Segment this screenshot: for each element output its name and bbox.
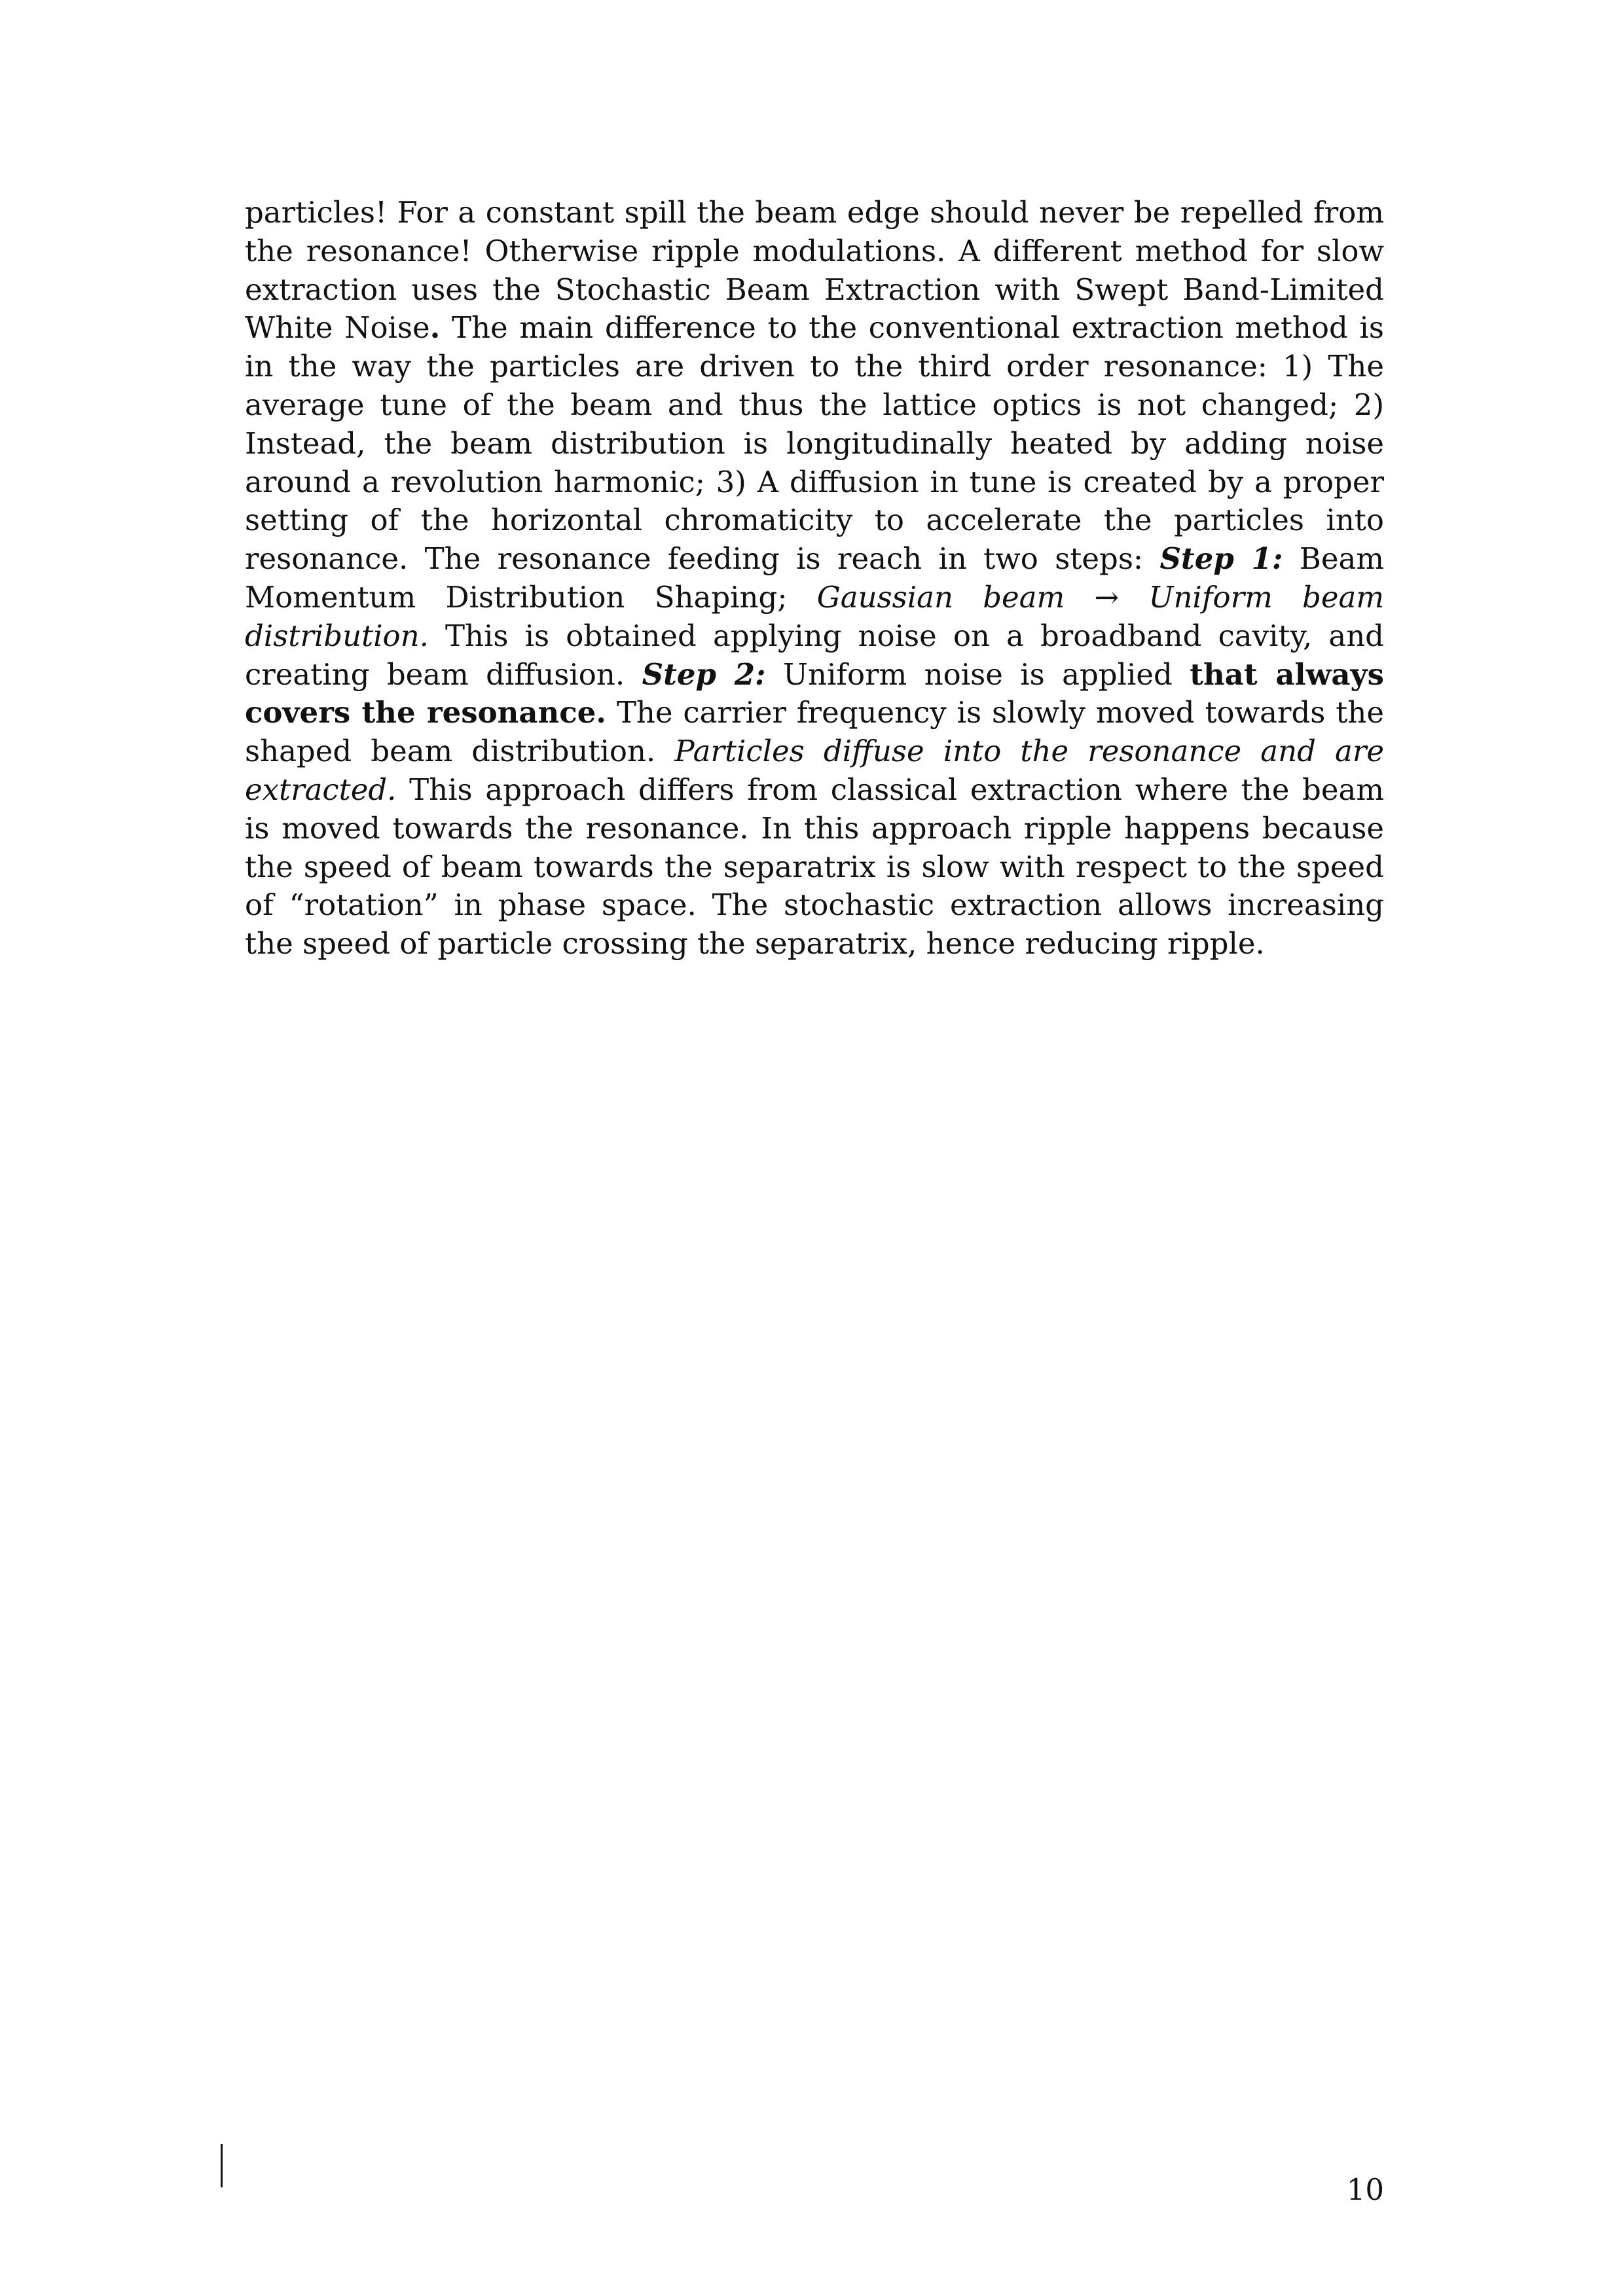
text-run: The carrier frequency is slowly moved towards the shaped beam distribution. xyxy=(245,695,1384,769)
page-number: 10 xyxy=(1346,2172,1384,2207)
text-run: Beam Momentum Distribution Shaping; xyxy=(245,541,1384,615)
text-run: particles! For a constant spill the beam edge should never be repelled from the resonance! Otherwise ripple modulations. A different method for slow extraction uses the Stochastic Beam Extraction with Swept Band-Limited White Noise xyxy=(245,195,1384,346)
bold-period: . xyxy=(429,310,441,346)
italic-phrase-gaussian: Gaussian beam → Uniform beam distribution. xyxy=(245,579,1384,653)
italic-phrase-particles-diffuse: Particles diffuse into the resonance and are extracted. xyxy=(245,734,1384,807)
text-run: This is obtained applying noise on a broadband cavity, and creating beam diffusion. xyxy=(245,618,1384,692)
change-bar xyxy=(221,2144,223,2187)
step-1-label: Step 1: xyxy=(1159,541,1283,577)
text-run: The main difference to the conventional extraction method is in the way the particles are driven to the third order resonance: 1) The average tune of the beam and thus the lattice optics is not changed; 2) Instead, the beam distribution is longitudinally heated by adding noise around a revolution harmonic; 3) A diffusion in tune is created by a proper setting of the horizontal chromaticity to accelerate the particles into resonance. The resonance feeding is reach in two steps: xyxy=(245,310,1384,577)
step-2-label: Step 2: xyxy=(642,656,766,692)
bold-phrase-covers-resonance: that always covers the resonance. xyxy=(245,656,1385,730)
body-paragraph xyxy=(245,194,1384,963)
text-run: This approach differs from classical extraction where the beam is moved towards the resonance. In this approach ripple happens because the speed of beam towards the separatrix is slow with respect to the speed of “rotation” in phase space. The stochastic extraction allows increasing the speed of particle crossing the separatrix, hence reducing ripple. xyxy=(245,772,1384,961)
text-run: Uniform noise is applied xyxy=(765,656,1190,692)
